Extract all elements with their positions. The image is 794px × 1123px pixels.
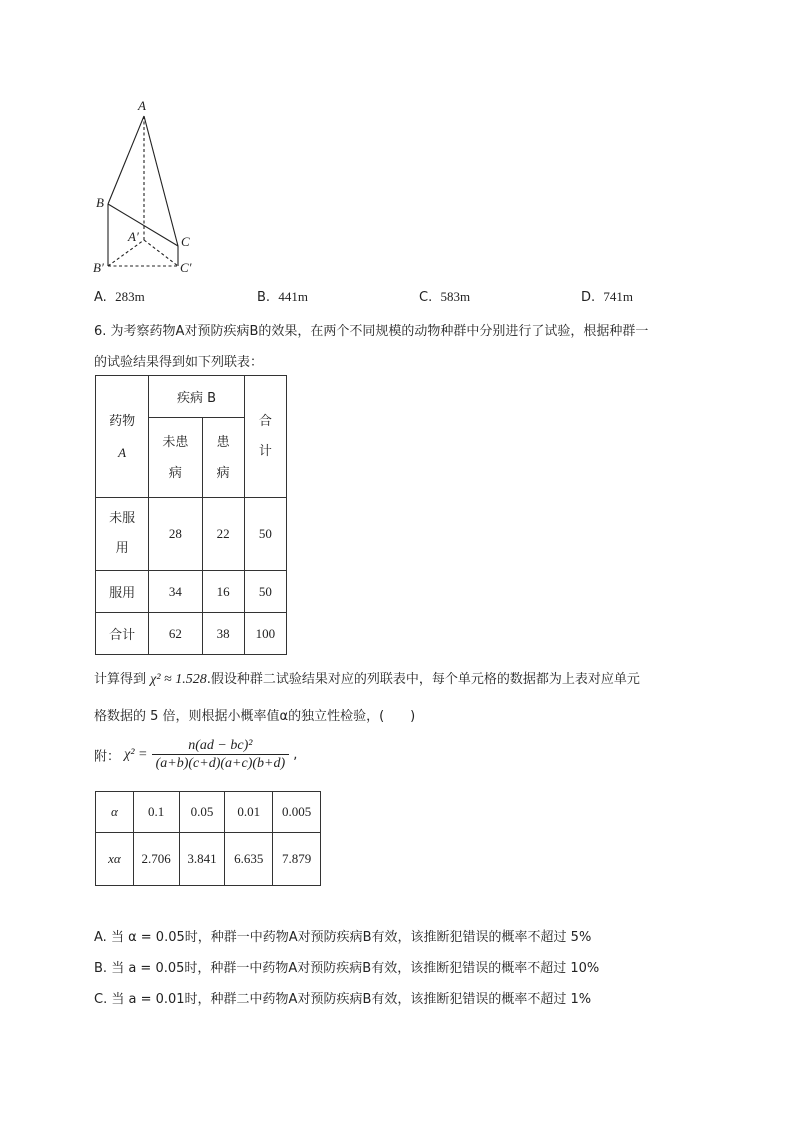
table-cell: 0.005	[273, 792, 321, 833]
q5-option-c[interactable]: C. 583m	[419, 289, 471, 305]
label-C: C	[181, 234, 190, 249]
q6-option-c[interactable]: C. 当 a = 0.01时，种群二中药物A对预防疾病B有效，该推断犯错误的概率不超过 1%	[94, 992, 592, 1007]
label-C-prime: C′	[180, 260, 192, 275]
table-cell: 3.841	[179, 833, 225, 886]
total-header: 合 计	[244, 376, 286, 498]
row-label: 合计	[96, 613, 149, 655]
table-cell: 50	[244, 498, 286, 571]
q6-option-a[interactable]: A. 当 α = 0.05时，种群一中药物A对预防疾病B有效，该推断犯错误的概率不超过 5%	[94, 930, 592, 945]
row-label: 服用	[96, 571, 149, 613]
q6-stem-line2: 的试验结果得到如下列联表：	[94, 355, 264, 370]
q5-option-a[interactable]: A. 283m	[94, 289, 145, 305]
label-B-prime: B′	[93, 260, 104, 275]
q6-stem-line1: 6. 为考察药物A对预防疾病B的效果，在两个不同规模的动物种群中分别进行了试验，根据种群一	[94, 324, 649, 339]
edge-BC	[108, 204, 178, 246]
table-cell: 34	[149, 571, 202, 613]
label-A-prime: A′	[128, 229, 139, 244]
disease-header: 疾病 B	[149, 376, 244, 418]
table-cell: 0.1	[133, 792, 179, 833]
table-cell: 0.01	[225, 792, 273, 833]
header-not-sick: 未患 病	[149, 418, 202, 498]
label-B: B	[96, 195, 104, 210]
label-A: A	[138, 98, 146, 113]
q6-after-line2: 格数据的 5 倍，则根据小概率值α的独立性检验，( )	[94, 709, 416, 724]
table-cell: 50	[244, 571, 286, 613]
q6-option-b[interactable]: B. 当 a = 0.05时，种群一中药物A对预防疾病B有效，该推断犯错误的概率不超过 10%	[94, 961, 600, 976]
table-cell: 38	[202, 613, 244, 655]
contingency-table	[95, 375, 287, 655]
edge-AB	[108, 116, 144, 204]
table-cell: 22	[202, 498, 244, 571]
table-row	[96, 571, 287, 613]
table-row	[96, 833, 321, 886]
row-label: 未服 用	[96, 498, 149, 571]
critical-value-table	[95, 791, 321, 886]
edge-AC	[144, 116, 178, 246]
corner-header: 药物 A	[96, 376, 149, 498]
header-sick: 患 病	[202, 418, 244, 498]
q6-after-line1: 计算得到 χ² ≈ 1.528.假设种群二试验结果对应的列联表中，每个单元格的数据都为上表对应单元	[94, 672, 640, 687]
q5-option-b[interactable]: B. 441m	[257, 289, 308, 305]
table-cell: 2.706	[133, 833, 179, 886]
table-cell: xα	[96, 833, 134, 886]
table-cell: 7.879	[273, 833, 321, 886]
table-cell: 100	[244, 613, 286, 655]
geometry-figure	[86, 96, 206, 281]
edge-A1C1	[144, 240, 178, 266]
table-cell: 6.635	[225, 833, 273, 886]
formula-fraction: $\frac{\text{n(ad − bc)²}}{(a+b)(c+d)(a+c)(b+d)}$	[152, 738, 290, 772]
table-cell: 28	[149, 498, 202, 571]
table-row	[96, 498, 287, 571]
table-row	[96, 792, 321, 833]
table-row	[96, 613, 287, 655]
table-cell: 16	[202, 571, 244, 613]
q5-option-d[interactable]: D. 741m	[581, 289, 634, 305]
table-cell: 62	[149, 613, 202, 655]
chi-square-formula: 附： χ² = $\frac{\text{n(ad − bc)²}}{(a+b)(c+d)(a+c)(b+d)}$ ,	[94, 738, 298, 771]
table-cell: α	[96, 792, 134, 833]
table-cell: 0.05	[179, 792, 225, 833]
